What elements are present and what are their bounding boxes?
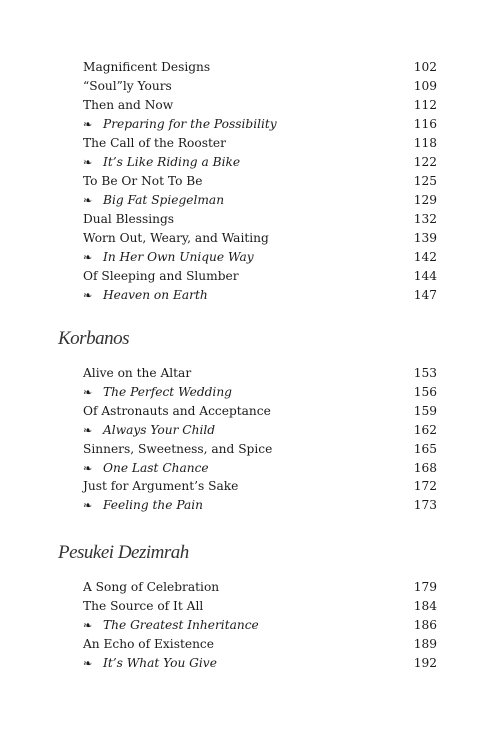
toc-entry-page-number: 102	[413, 60, 437, 74]
toc-subentry	[83, 459, 437, 477]
toc-entry-title: Heaven on Earth	[103, 288, 208, 302]
toc-subentry	[83, 286, 437, 304]
toc-entry-title: The Source of It All	[83, 599, 204, 613]
toc-entry-title: Dual Blessings	[83, 212, 175, 226]
toc-entry-page-number: 118	[413, 136, 437, 150]
toc-entry-page-number: 192	[413, 656, 437, 670]
toc-entry-page-number: 159	[413, 403, 437, 418]
toc-entry	[83, 229, 437, 247]
toc-entry	[83, 578, 437, 596]
toc-subentry	[83, 115, 437, 133]
ornament-icon: ❧	[83, 156, 93, 169]
toc-entry-page-number: 162	[413, 422, 437, 437]
toc-entry	[83, 477, 437, 495]
ornament-icon: ❧	[83, 461, 93, 475]
toc-entry	[83, 402, 437, 420]
toc-entry-title: Of Sleeping and Slumber	[83, 269, 239, 283]
toc-subentry	[83, 191, 437, 209]
toc-entry-title: A Song of Celebration	[83, 580, 220, 594]
toc-entry-page-number: 109	[413, 79, 437, 93]
toc-entry-title: Feeling the Pain	[103, 498, 204, 513]
toc-entry	[83, 77, 437, 95]
toc-entry-page-number: 186	[413, 618, 437, 632]
toc-entry-page-number: 184	[413, 599, 437, 613]
section-heading-pesukei-dezimrah: Pesukei Dezimrah	[58, 542, 189, 563]
ornament-icon: ❧	[83, 289, 93, 302]
toc-entry-title: Sinners, Sweetness, and Spice	[83, 441, 273, 456]
toc-entry	[83, 210, 437, 228]
toc-entry	[83, 134, 437, 152]
toc-entry-title: Alive on the Altar	[83, 366, 192, 380]
toc-entry-page-number: 168	[413, 460, 437, 475]
toc-entry	[83, 96, 437, 114]
ornament-icon: ❧	[83, 385, 93, 399]
toc-entry-title: An Echo of Existence	[83, 637, 214, 651]
ornament-icon: ❧	[83, 423, 93, 437]
toc-subentry	[83, 248, 437, 266]
toc-entry-title: Preparing for the Possibility	[103, 117, 277, 131]
toc-entry	[83, 172, 437, 190]
toc-entry-page-number: 116	[413, 117, 437, 131]
toc-entry-page-number: 153	[413, 366, 437, 380]
toc-entry-title: The Perfect Wedding	[103, 384, 232, 399]
ornament-icon: ❧	[83, 619, 93, 632]
ornament-icon: ❧	[83, 194, 93, 207]
toc-entry-title: The Call of the Rooster	[83, 136, 226, 150]
toc-entry-title: Just for Argument’s Sake	[83, 479, 239, 494]
section-heading-korbanos: Korbanos	[58, 328, 129, 349]
toc-entry-page-number: 139	[413, 231, 437, 245]
toc-entry-page-number: 129	[413, 193, 437, 207]
toc-subentry	[83, 383, 437, 401]
toc-subentry	[83, 421, 437, 439]
toc-entry-title: Big Fat Spiegelman	[103, 193, 225, 207]
toc-entry-title: Magnificent Designs	[83, 60, 211, 74]
ornament-icon: ❧	[83, 499, 93, 513]
toc-entry-title: It’s Like Riding a Bike	[103, 155, 241, 169]
toc-entry-page-number: 144	[413, 269, 437, 283]
ornament-icon: ❧	[83, 251, 93, 264]
toc-entry	[83, 267, 437, 285]
toc-entry-title: It’s What You Give	[103, 656, 217, 670]
toc-entry	[83, 364, 437, 382]
toc-subentry	[83, 496, 437, 514]
toc-entry-page-number: 112	[413, 98, 437, 112]
toc-entry-page-number: 122	[413, 155, 437, 169]
toc-entry-page-number: 125	[413, 174, 437, 188]
toc-entry	[83, 58, 437, 76]
toc-entry-title: To Be Or Not To Be	[83, 174, 203, 188]
toc-entry-page-number: 156	[413, 384, 437, 399]
toc-entry-page-number: 147	[413, 288, 437, 302]
toc-entry-page-number: 142	[413, 250, 437, 264]
toc-entry-page-number: 132	[413, 212, 437, 226]
toc-entry-title: Worn Out, Weary, and Waiting	[83, 231, 269, 245]
toc-entry	[83, 597, 437, 615]
ornament-icon: ❧	[83, 657, 93, 670]
toc-entry-page-number: 189	[413, 637, 437, 651]
toc-entry-page-number: 172	[413, 479, 437, 494]
toc-entry-title: One Last Chance	[103, 460, 209, 475]
toc-entry-title: Of Astronauts and Acceptance	[83, 403, 271, 418]
toc-subentry	[83, 616, 437, 634]
toc-entry-page-number: 173	[413, 498, 437, 513]
toc-entry	[83, 440, 437, 458]
toc-subentry	[83, 654, 437, 672]
toc-entry-page-number: 165	[413, 441, 437, 456]
toc-entry-title: The Greatest Inheritance	[103, 618, 259, 632]
toc-entry-title: In Her Own Unique Way	[103, 250, 254, 264]
ornament-icon: ❧	[83, 118, 93, 131]
toc-entry	[83, 635, 437, 653]
toc-entry-page-number: 179	[413, 580, 437, 594]
toc-entry-title: Always Your Child	[103, 422, 216, 437]
toc-entry-title: Then and Now	[83, 98, 174, 112]
toc-subentry	[83, 153, 437, 171]
toc-entry-title: “Soul”ly Yours	[83, 79, 172, 93]
